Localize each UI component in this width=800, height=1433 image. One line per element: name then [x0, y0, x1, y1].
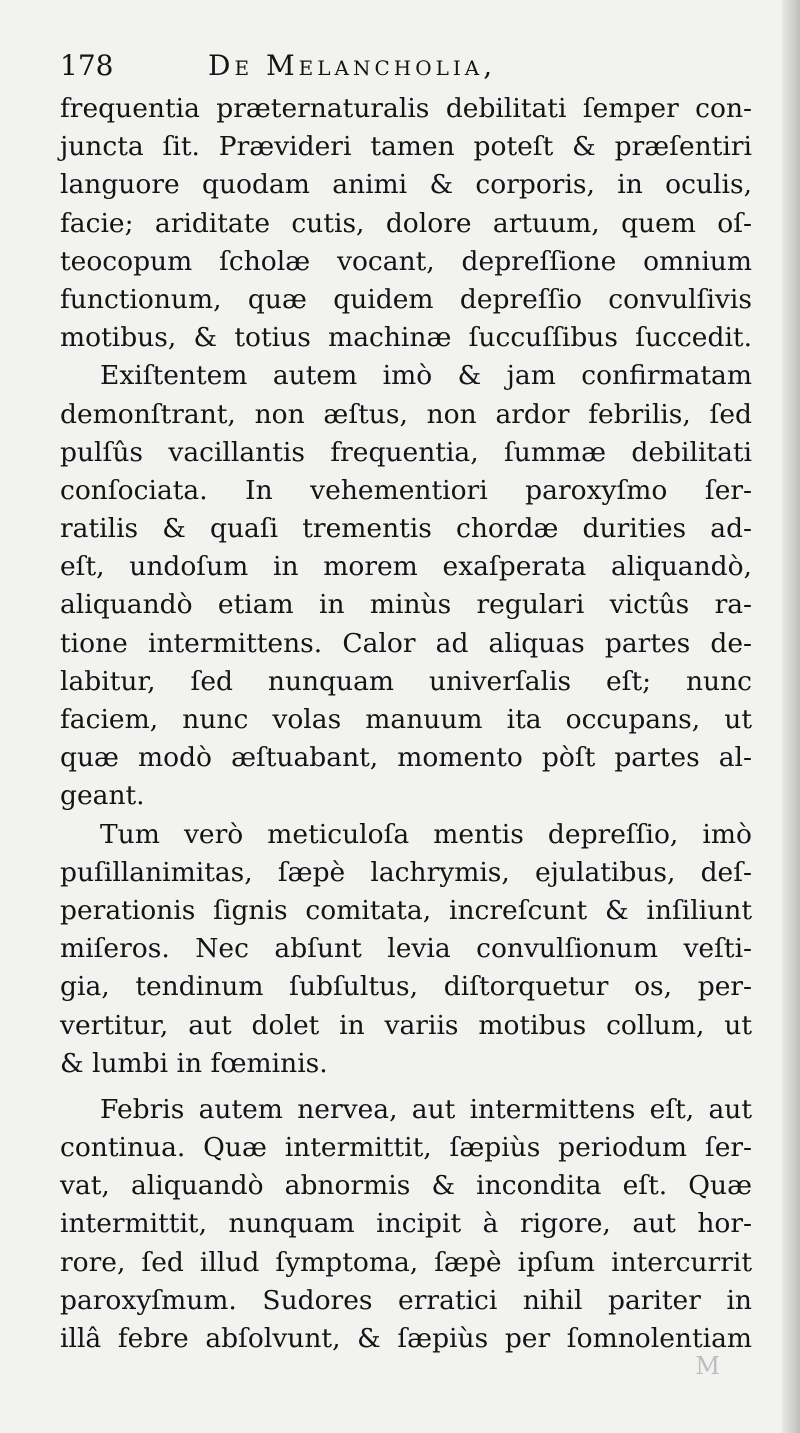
text-line: paroxyſmum. Sudores erratici nihil pariter in	[60, 1284, 752, 1316]
text-line: perationis ſignis comitata, increſcunt & inſiliunt	[60, 894, 752, 926]
text-line: vat, aliquandò abnormis & incondita eſt. Quæ	[60, 1170, 752, 1202]
text-line: gia, tendinum ſubſultus, diſtorquetur os, per-	[60, 971, 752, 1003]
text-line: puſillanimitas, ſæpè lachrymis, ejulatibus, deſ-	[60, 856, 752, 888]
text-line: eſt, undoſum in morem exaſperata aliquandò,	[60, 551, 752, 583]
text-line: facie; ariditate cutis, dolore artuum, quem oſ-	[60, 207, 752, 239]
paragraph	[60, 816, 752, 1083]
text-line: juncta ſit. Prævideri tamen poteſt & præſentiri	[60, 131, 752, 163]
paragraph-gap	[60, 1083, 752, 1091]
text-line: frequentia præternaturalis debilitati ſemper con-	[60, 93, 752, 124]
text-line: motibus, & totius machinæ ſuccuſſibus ſuccedit.	[60, 322, 752, 354]
body-text	[60, 90, 752, 1358]
paragraph	[60, 1091, 752, 1358]
text-line: quæ modò æſtuabant, momento pòſt partes al-	[60, 742, 752, 774]
signature-mark: M	[695, 1352, 720, 1380]
text-line: continua. Quæ intermittit, ſæpiùs periodum ſer-	[60, 1132, 752, 1164]
text-line: ratilis & quaſi trementis chordæ durities ad-	[60, 513, 752, 545]
text-line: pulſûs vacillantis frequentia, ſummæ debilitati	[60, 436, 752, 468]
text-line: aliquandò etiam in minùs regulari victûs ra-	[60, 589, 752, 621]
text-line: miſeros. Nec abſunt levia convulſionum veſti-	[60, 933, 752, 965]
text-line: vertitur, aut dolet in variis motibus collum, ut	[60, 1009, 752, 1041]
page-edge-shadow	[782, 0, 800, 1433]
page-footer	[180, 1352, 720, 1392]
text-line: & lumbi in fœminis.	[60, 1047, 328, 1079]
text-line: intermittit, nunquam incipit à rigore, aut hor-	[60, 1208, 752, 1240]
text-line: Febris autem nervea, aut intermittens eſt, aut	[100, 1093, 752, 1125]
text-line: faciem, nunc volas manuum ita occupans, ut	[60, 704, 752, 735]
paragraph	[60, 357, 752, 815]
text-line: labitur, ſed nunquam univerſalis eſt; nunc	[60, 665, 752, 697]
page-header	[60, 40, 760, 90]
paragraph	[60, 90, 752, 357]
text-line: teocopum ſcholæ vocant, depreſſione omnium	[60, 245, 752, 277]
text-line: functionum, quæ quidem depreſſio convulſivis	[60, 283, 752, 315]
text-line: geant.	[60, 780, 145, 812]
text-line: languore quodam animi & corporis, in oculis,	[60, 169, 752, 201]
text-line: rore, ſed illud ſymptoma, ſæpè ipſum intercurrit	[60, 1246, 752, 1278]
text-line: demonſtrant, non æſtus, non ardor febrilis, ſed	[60, 398, 752, 430]
text-line: Exiſtentem autem imò & jam confirmatam	[100, 360, 752, 392]
text-line: tione intermittens. Calor ad aliquas partes de-	[60, 627, 752, 659]
text-line: illâ febre abſolvunt, & ſæpiùs per ſomnolentiam	[60, 1323, 752, 1354]
page-number: 178	[60, 49, 114, 82]
text-line: Tum verò meticuloſa mentis depreſſio, imò	[100, 818, 752, 850]
text-line: conſociata. In vehementiori paroxyſmo ſer-	[60, 474, 752, 506]
running-head: De Melancholia,	[208, 49, 497, 82]
